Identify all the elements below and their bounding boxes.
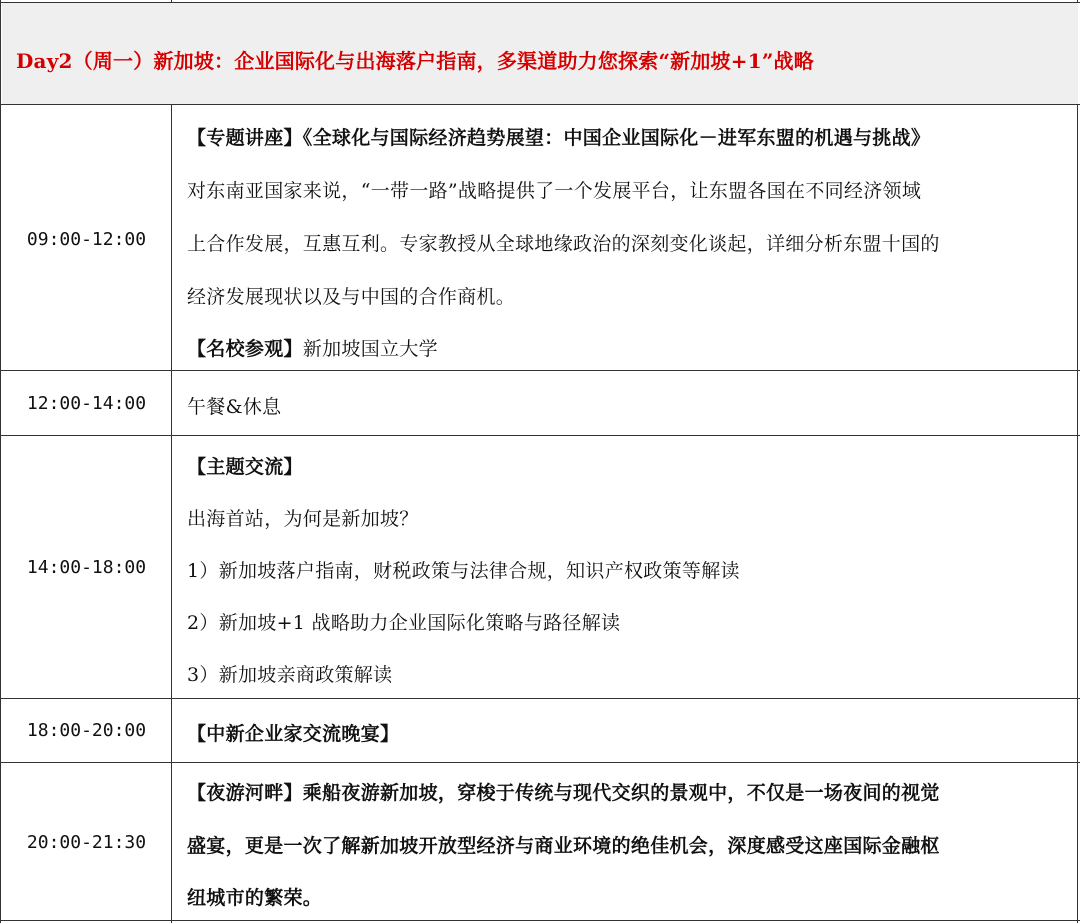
lecture-title-line: 【专题讲座】《全球化与国际经济趋势展望：中国企业国际化－进军东盟的机遇与挑战》 bbox=[187, 127, 931, 149]
topic-line: 3）新加坡亲商政策解读 bbox=[187, 664, 393, 686]
topic-line: 1）新加坡落户指南，财税政策与法律合规，知识产权政策等解读 bbox=[187, 560, 740, 582]
campus-visit-line bbox=[187, 334, 438, 361]
column-divider bbox=[171, 104, 172, 923]
lecture-desc-line: 上合作发展，互惠互利。专家教授从全球地缘政治的深刻变化谈起，详细分析东盟十国的 bbox=[187, 233, 940, 255]
night-tour-line: 纽城市的繁荣。 bbox=[187, 887, 323, 909]
time-cell: 20:00-21:30 bbox=[26, 832, 147, 853]
banquet-line: 【中新企业家交流晚宴】 bbox=[187, 723, 400, 745]
time-cell: 09:00-12:00 bbox=[26, 229, 147, 250]
time-cell: 18:00-20:00 bbox=[26, 720, 147, 741]
row-divider bbox=[1, 435, 1080, 436]
night-tour-line: 【夜游河畔】乘船夜游新加坡，穿梭于传统与现代交织的景观中，不仅是一场夜间的视觉 bbox=[187, 782, 940, 804]
row-divider bbox=[1, 762, 1080, 763]
time-cell: 14:00-18:00 bbox=[26, 557, 147, 578]
time-cell: 12:00-14:00 bbox=[26, 393, 147, 414]
night-tour-line: 盛宴，更是一次了解新加坡开放型经济与商业环境的绝佳机会，深度感受这座国际金融枢 bbox=[187, 835, 940, 857]
row-divider bbox=[1, 104, 1080, 105]
lecture-desc-line: 对东南亚国家来说，“一带一路”战略提供了一个发展平台，让东盟各国在不同经济领域 bbox=[187, 180, 922, 202]
row-divider bbox=[1, 370, 1080, 371]
campus-visit-name: 新加坡国立大学 bbox=[302, 338, 438, 360]
day-header-row bbox=[2, 3, 1078, 104]
topic-line: 2）新加坡+1 战略助力企业国际化策略与路径解读 bbox=[187, 612, 621, 634]
topic-line: 出海首站，为何是新加坡？ bbox=[187, 508, 419, 530]
row-divider bbox=[1, 920, 1080, 921]
topic-title-line: 【主题交流】 bbox=[187, 456, 303, 478]
lunch-line: 午餐&休息 bbox=[187, 396, 282, 418]
campus-visit-tag: 【名校参观】 bbox=[187, 338, 303, 360]
lecture-desc-line: 经济发展现状以及与中国的合作商机。 bbox=[187, 286, 516, 308]
row-divider bbox=[1, 698, 1080, 699]
day-header-title: Day2（周一）新加坡：企业国际化与出海落户指南，多渠道助力您探索“新加坡+1”战略 bbox=[16, 49, 814, 73]
